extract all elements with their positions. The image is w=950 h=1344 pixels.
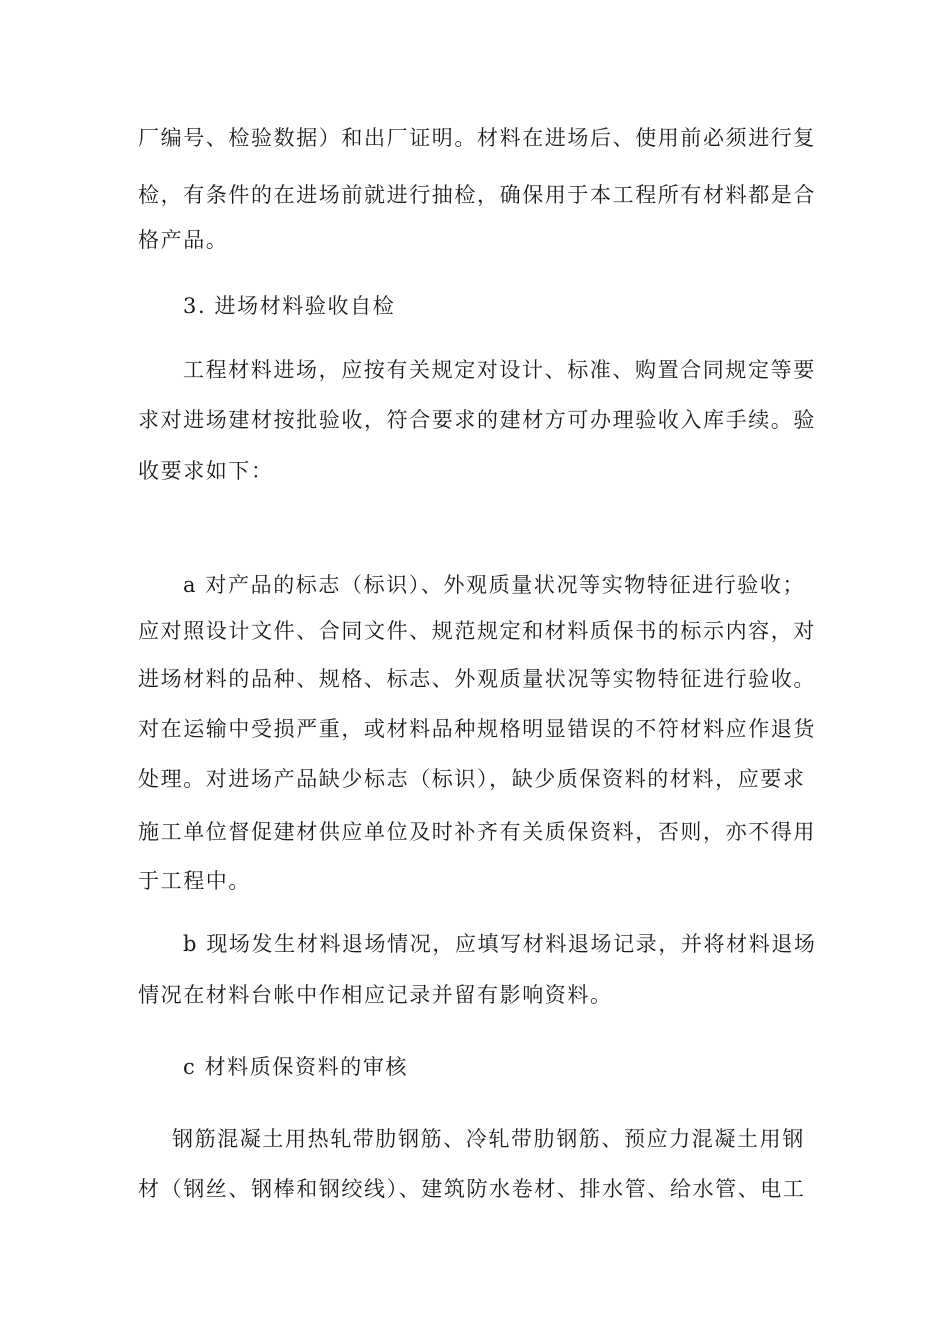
text-line: 工程材料进场，应按有关规定对设计、标准、购置合同规定等要 [183, 358, 816, 382]
text-line: 格产品。 [138, 228, 229, 252]
text-line: 收要求如下： [138, 459, 274, 483]
text-line: 钢筋混凝土用热轧带肋钢筋、冷轧带肋钢筋、预应力混凝土用钢 [172, 1127, 805, 1151]
text-line: a 对产品的标志（标识）、外观质量状况等实物特征进行验收； [183, 573, 806, 597]
text-line: 材（钢丝、钢棒和钢绞线）、建筑防水卷材、排水管、给水管、电工 [138, 1177, 806, 1201]
text-line: b 现场发生材料退场情况，应填写材料退场记录，并将材料退场 [183, 932, 817, 956]
section-heading: 3. 进场材料验收自检 [183, 294, 396, 318]
text-line: 检，有条件的在进场前就进行抽检，确保用于本工程所有材料都是合 [138, 183, 816, 207]
text-line: 施工单位督促建材供应单位及时补齐有关质保资料，否则，亦不得用 [138, 820, 816, 844]
text-line: 进场材料的品种、规格、标志、外观质量状况等实物特征进行验收。 [138, 667, 816, 691]
text-line: 情况在材料台帐中作相应记录并留有影响资料。 [138, 983, 613, 1007]
text-line: 于工程中。 [138, 869, 251, 893]
text-line: 应对照设计文件、合同文件、规范规定和材料质保书的标示内容，对 [138, 619, 816, 643]
text-line: 求对进场建材按批验收，符合要求的建材方可办理验收入库手续。验 [138, 408, 816, 432]
text-line: 处理。对进场产品缺少标志（标识），缺少质保资料的材料，应要求 [138, 767, 806, 791]
text-line: 对在运输中受损严重，或材料品种规格明显错误的不符材料应作退货 [138, 717, 816, 741]
text-line: 厂编号、检验数据）和出厂证明。材料在进场后、使用前必须进行复 [138, 126, 816, 150]
sub-heading: c 材料质保资料的审核 [183, 1055, 409, 1079]
